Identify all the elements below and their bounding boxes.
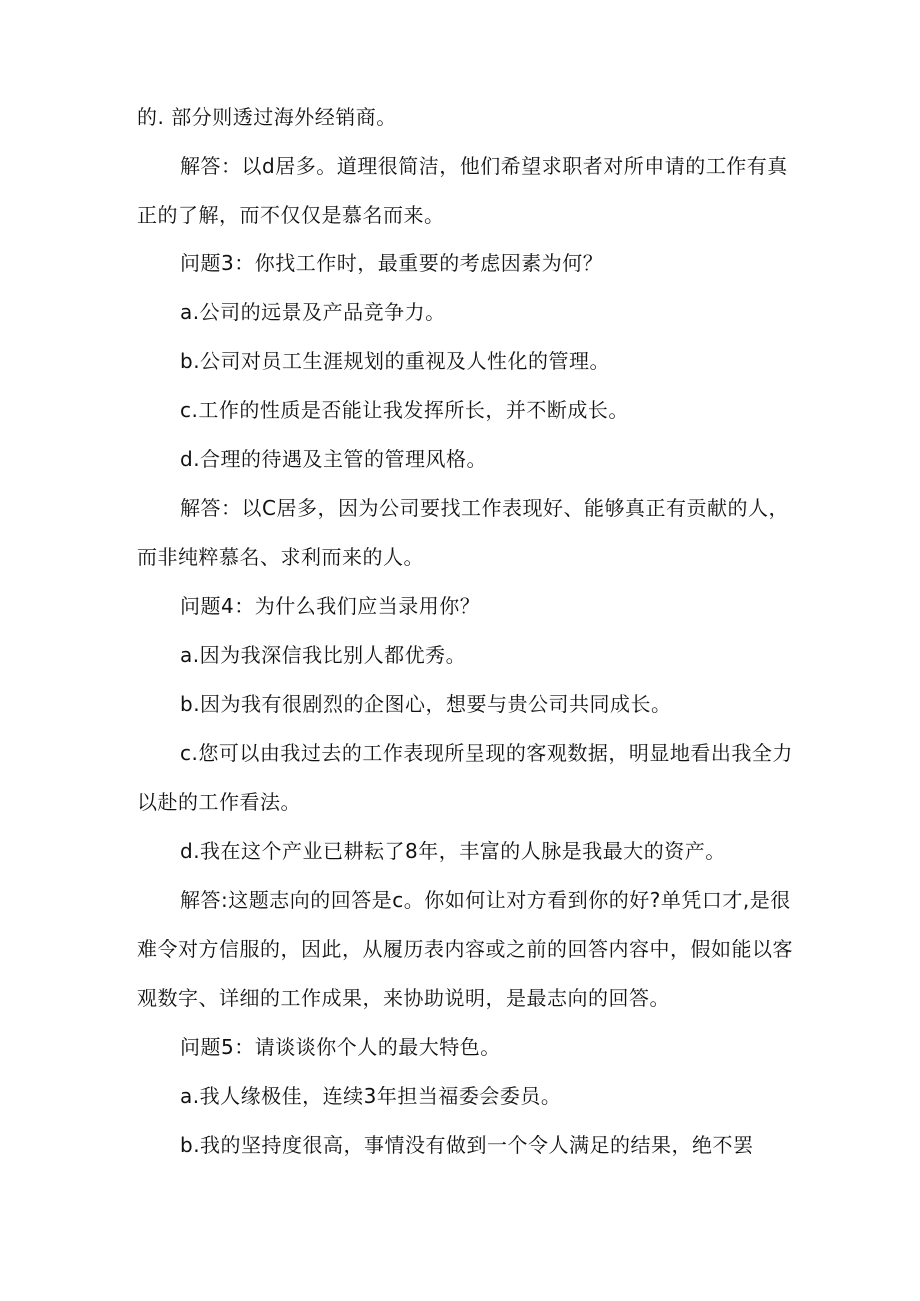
paragraph-line: 的. 部分则透过海外经销商。 [137,105,397,129]
answer-text: 解答：以d居多。道理很简洁，他们希望求职者对所申请的工作有真 [180,154,788,178]
option-b: b.因为我有很剧烈的企图心，想要与贵公司共同成长。 [180,692,672,716]
question-heading: 问题5：请谈谈你个人的最大特色。 [180,1035,501,1059]
answer-text: 解答:这题志向的回答是c。你如何让对方看到你的好?单凭口才,是很 [180,888,791,912]
question-heading: 问题3：你找工作时，最重要的考虑因素为何？ [180,251,604,275]
option-b: b.公司对员工生涯规划的重视及人性化的管理。 [180,349,611,373]
option-a: a.我人缘极佳，连续3年担当福委会委员。 [180,1084,562,1108]
answer-text: 正的了解，而不仅仅是慕名而来。 [137,203,445,227]
question-heading: 问题4：为什么我们应当录用你？ [180,594,481,618]
option-b: b.我的坚持度很高，事情没有做到一个令人满足的结果，绝不罢 [180,1133,754,1157]
answer-text: 而非纯粹慕名、求利而来的人。 [137,545,424,569]
option-c: c.工作的性质是否能让我发挥所长，并不断成长。 [180,398,629,422]
answer-text: 观数字、详细的工作成果，来协助说明，是最志向的回答。 [137,986,670,1010]
option-c: c.您可以由我过去的工作表现所呈现的客观数据，明显地看出我全力 [180,741,793,765]
answer-text: 难令对方信服的，因此，从履历表内容或之前的回答内容中，假如能以客 [137,937,793,961]
option-d: d.合理的待遇及主管的管理风格。 [180,447,488,471]
option-a: a.公司的远景及产品竞争力。 [180,300,446,324]
answer-text: 解答：以C居多，因为公司要找工作表现好、能够真正有贡献的人， [180,496,789,520]
option-a: a.因为我深信我比别人都优秀。 [180,643,467,667]
option-c-continued: 以赴的工作看法。 [137,790,301,814]
option-d: d.我在这个产业已耕耘了8年，丰富的人脉是我最大的资产。 [180,839,726,863]
